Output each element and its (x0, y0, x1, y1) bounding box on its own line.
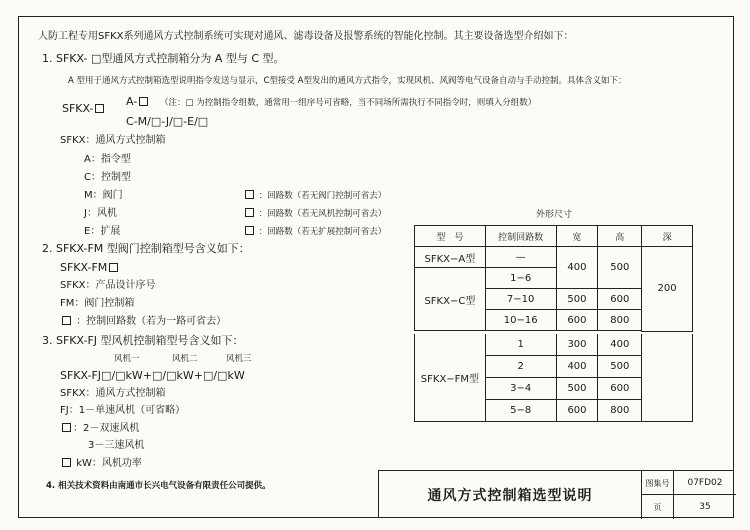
fj-l3-box (62, 423, 71, 432)
fm-width-cell: 500 (556, 378, 598, 400)
e-label: E：扩展 (84, 226, 121, 237)
code-note: （注：□ 为控制指令组数，通常用一组序号可省略，当不同场所需执行不同指令时，则填入分组数） (160, 98, 537, 108)
fj-l5: kW：风机功率 (60, 458, 142, 470)
c-circuits-cell: 10−16 (485, 310, 556, 331)
section3-heading: 3. SFKX-FJ 型风机控制箱型号含义如下： (42, 334, 244, 347)
code-a-box (139, 97, 148, 106)
section2-heading: 2. SFKX-FM 型阀门控制箱型号含义如下： (42, 242, 250, 255)
spec-table-title: 外形尺寸 (536, 210, 573, 220)
c-circuits-cell: 7−10 (485, 289, 556, 310)
code-prefix: SFKX- (62, 103, 106, 115)
fm-depth-continuation (642, 334, 693, 422)
atlas-row (642, 471, 736, 495)
j-box (245, 208, 254, 217)
spec-header-depth: 深 (642, 226, 693, 247)
m-box (245, 190, 254, 199)
fm-l2: FM：阀门控制箱 (60, 298, 135, 309)
atlas-value: 07FD02 (687, 478, 723, 488)
page-number: 35 (699, 502, 711, 512)
c-label: C：控制型 (84, 172, 131, 183)
section1-heading: 1. SFKX- □型通风方式控制箱分为 A 型与 C 型。 (42, 52, 285, 65)
code-c: C-M/□-J/□-E/□ (126, 115, 209, 128)
atlas-label: 图集号 (642, 471, 674, 495)
title-block-grid (641, 471, 735, 519)
fan2-label: 风机二 (172, 354, 198, 364)
m-desc: ：回路数（若无阀门控制可省去） (243, 190, 386, 202)
fj-l2: FJ：1－单速风机（可省略） (60, 405, 186, 416)
fm-width-cell: 400 (556, 356, 598, 378)
sfkx-label: SFKX：通风方式控制箱 (60, 135, 166, 146)
fan3-label: 风机三 (226, 354, 252, 364)
fm-height-cell: 500 (598, 356, 642, 378)
c-height-cell: 600 (598, 289, 642, 310)
fm-height-cell: 600 (598, 378, 642, 400)
c-width-cell: 500 (556, 289, 598, 310)
title-block (378, 470, 734, 518)
depth-cell: 200 (642, 247, 693, 332)
fj-code: SFKX-FJ□/□kW+□/□kW+□/□kW (60, 369, 245, 382)
table-row (415, 247, 693, 268)
model-fm-cell: SFKX−FM型 (415, 334, 486, 422)
fj-l1: SFKX：通风方式控制箱 (60, 388, 166, 399)
fm-circuits-cell: 2 (485, 356, 556, 378)
fm-width-cell: 600 (556, 400, 598, 422)
fj-l5-box (62, 458, 71, 467)
c-width-cell: 600 (556, 310, 598, 331)
a-width-cell: 400 (556, 247, 598, 289)
spec-header-height: 高 (598, 226, 642, 247)
fm-code-box (109, 263, 118, 272)
section4-note: 4. 相关技术资料由南通市长兴电气设备有限责任公司提供。 (46, 481, 271, 491)
a-height-cell: 500 (598, 247, 642, 289)
c-height-cell: 800 (598, 310, 642, 331)
fm-circuits-cell: 1 (485, 334, 556, 356)
fan1-label: 风机一 (114, 354, 140, 364)
j-desc: ：回路数（若无风机控制可省去） (243, 208, 386, 220)
fm-width-cell: 300 (556, 334, 598, 356)
fm-l3-box (62, 316, 71, 325)
fm-l1: SFKX：产品设计序号 (60, 280, 156, 291)
model-c-cell: SFKX−C型 (415, 268, 486, 331)
spec-header-width: 宽 (556, 226, 598, 247)
fm-circuits-cell: 5−8 (485, 400, 556, 422)
j-label: J：风机 (84, 208, 117, 219)
section1-desc: A 型用于通风方式控制箱选型说明指令发送与显示，C型接受 A型发出的通风方式指令，实现风机、风阀等电气设备自动与手动控制。具体含义如下： (68, 76, 627, 86)
intro-text: 人防工程专用SFKX系列通风方式控制系统可实现对通风、滤毒设备及报警系统的智能化控制。其主要设备选型介绍如下： (38, 31, 574, 42)
m-label: M：阀门 (84, 190, 123, 201)
fj-l3: ：2－双速风机 (60, 423, 139, 435)
spec-table (414, 225, 693, 332)
fm-height-cell: 400 (598, 334, 642, 356)
spec-header-circuits: 控制回路数 (485, 226, 556, 247)
fm-l3: ：控制回路数（若为一路可省去） (60, 316, 226, 328)
fm-circuits-cell: 3−4 (485, 378, 556, 400)
e-desc: ：回路数（若无扩展控制可省去） (243, 226, 386, 238)
code-a: A- (126, 96, 150, 108)
spec-header-row (415, 226, 693, 247)
page-label: 页 (642, 495, 674, 519)
fm-height-cell: 800 (598, 400, 642, 422)
fj-l4: 3－三速风机 (88, 440, 145, 451)
model-a-cell: SFKX−A型 (415, 247, 486, 268)
page-row (642, 495, 736, 519)
table-row (415, 334, 693, 356)
c-circuits-cell: 1−6 (485, 268, 556, 289)
a-label: A：指令型 (84, 154, 131, 165)
spec-header-model: 型 号 (415, 226, 486, 247)
spacer-cell (415, 331, 486, 332)
fm-code: SFKX-FM (60, 262, 120, 274)
spec-table-fm (414, 334, 693, 422)
a-circuits-cell: — (485, 247, 556, 268)
sheet-title: 通风方式控制箱选型说明 (427, 488, 593, 504)
e-box (245, 226, 254, 235)
code-box (95, 104, 104, 113)
